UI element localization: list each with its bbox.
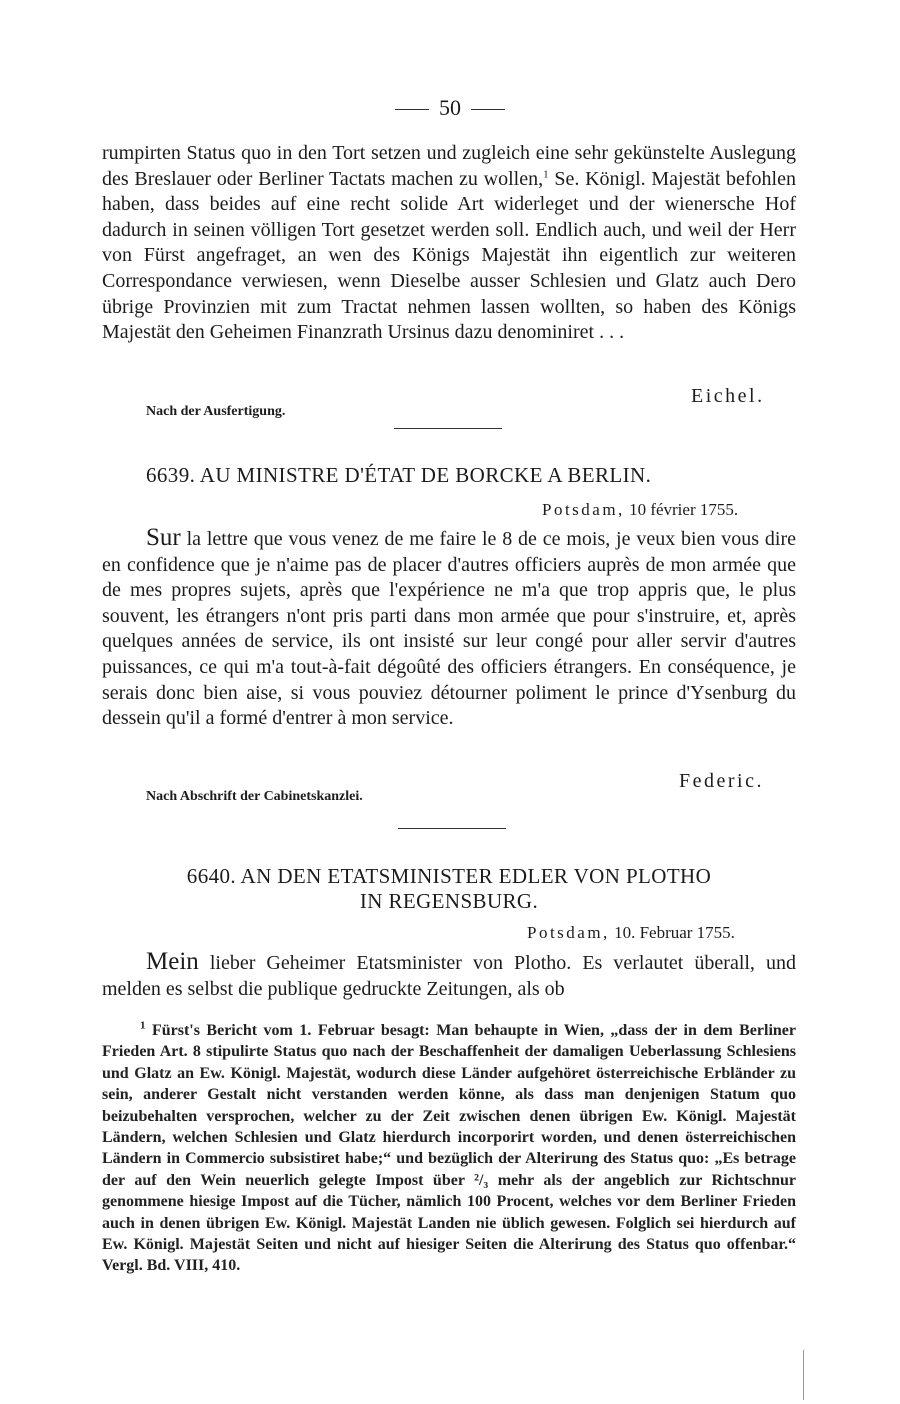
page-number-dash-left — [395, 109, 429, 110]
letter-6639-body — [102, 525, 796, 732]
letter-6640-first-word: Mein — [146, 948, 199, 975]
letter-6639-date: 10 février 1755. — [629, 500, 739, 519]
continuation-paragraph — [102, 141, 796, 346]
letter-6639-dateline — [542, 500, 738, 520]
letter-6639-heading — [102, 463, 796, 488]
page-number-value: 50 — [439, 95, 461, 120]
letter-6640-body-text: lieber Geheimer Etatsminister von Plotho. Es verlautet überall, und melden es selbst die publique gedruckte Zeitungen, als ob — [102, 952, 796, 1000]
section-divider — [398, 828, 506, 829]
source-note-cabinetskanzlei: Nach Abschrift der Cabinetskanzlei. — [146, 789, 363, 804]
letter-6639-title: AU MINISTRE D'ÉTAT DE BORCKE A BERLIN. — [199, 463, 652, 487]
letter-6640-dateline — [527, 923, 735, 943]
letter-6640-number: 6640. — [186, 864, 237, 888]
letter-6640-date: 10. Februar 1755. — [614, 923, 735, 942]
letter-6640-title-line2: IN REGENSBURG. — [359, 889, 539, 913]
continuation-text-before-note: rumpirten Status quo in den Tort setzen und zugleich eine sehr gekünstelte Auslegung des Breslauer oder Berliner Tactats machen zu wollen, — [102, 142, 796, 190]
letter-6640-place: Potsdam, — [527, 923, 610, 942]
signature-eichel: Eichel. — [691, 385, 765, 407]
footnote-text: Fürst's Bericht vom 1. Februar besagt: Man behaupte in Wien, „dass der in dem Berliner Frieden Art. 8 stipulirte Status quo nach der Beschaffenheit der damaligen Ueberlassung Schlesiens und Glatz an Ew. Königl. Majestät, wodurch diese Länder aufgehöret österreichische Erbländer zu sein, anderer Gestalt nicht verstanden werden könne, als dass man denjenigen Statum quo beizubehalten versprochen, welcher zu der Zeit zwischen denen übrigen Ew. Königl. Majestät Ländern, welchen Schlesien und Glatz hierdurch incorporirt worden, und denen österreichischen Ländern in Commercio subsistiret habe;“ und bezüglich der Alterirung des Status quo: „Es betrage der auf den Wein neuerlich gelegte Impost über ²/₃ mehr als der angeblich zur Richtschnur genommene hiesige Impost auf die Tücher, nämlich 100 Procent, welches vor dem Berliner Frieden auch in denen übrigen Ew. Königl. Majestät Landen nie üblich gewesen. Folglich sei hierdurch auf Ew. Königl. Majestät Seiten und nicht auf hiesiger Seiten die Alterirung des Status quo offenbar.“ Vergl. Bd. VIII, 410. — [102, 1022, 796, 1275]
signature-federic: Federic. — [679, 770, 764, 792]
letter-6639-first-word: Sur — [146, 524, 181, 551]
footnote-mark: 1 — [140, 1019, 146, 1032]
letter-6640-heading-line1 — [102, 864, 796, 889]
page-number-dash-right — [471, 109, 505, 110]
letter-6639-body-text: la lettre que vous venez de me faire le 8 de ce mois, je veux bien vous dire en confidence que je n'aime pas de placer d'autres officiers auprès de mon armée que de mes propres sujets, après que l'expérience ne m'a que trop appris que, le plus souvent, les étrangers n'ont pris parti dans mon armée que pour s'instruire, et, après quelques années de service, ils ont insisté sur leur congé pour aller servir d'autres puissances, ce qui m'a tout-à-fait dégoûté des officiers étrangers. En conséquence, je serais donc bien aise, si vous pouviez détourner poliment le prince d'Ysenburg du dessein qu'il a formé d'entrer à mon service. — [102, 528, 796, 730]
footnotes — [102, 1020, 796, 1277]
letter-6640-title-line1: AN DEN ETATSMINISTER EDLER VON PLOTHO — [240, 864, 712, 888]
footnote-reference: 1 — [543, 167, 549, 180]
section-divider — [394, 428, 502, 429]
scan-margin-mark — [803, 1350, 804, 1400]
source-note-ausfertigung: Nach der Ausfertigung. — [146, 404, 286, 419]
letter-6639-place: Potsdam, — [542, 500, 625, 519]
page-number — [0, 95, 900, 121]
letter-6640-body — [102, 949, 796, 1002]
letter-6640-heading — [102, 864, 796, 914]
letter-6639-number: 6639. — [146, 463, 196, 487]
continuation-text-after-note: Se. Königl. Majestät befohlen haben, dass beides auf eine recht solide Art widerleget und der wienersche Hof dadurch in seinen völligen Tort gesetzet werden soll. Endlich auch, und weil der Herr von Fürst angefraget, an wen des Königs Majestät ihn eigentlich zur weiteren Correspondance verwiesen, wenn Dieselbe ausser Schlesien und Glatz auch Dero übrige Provinzien mit zum Tractat nehmen lassen wollten, so haben des Königs Majestät den Geheimen Finanzrath Ursinus dazu denominiret . . . — [102, 167, 796, 344]
